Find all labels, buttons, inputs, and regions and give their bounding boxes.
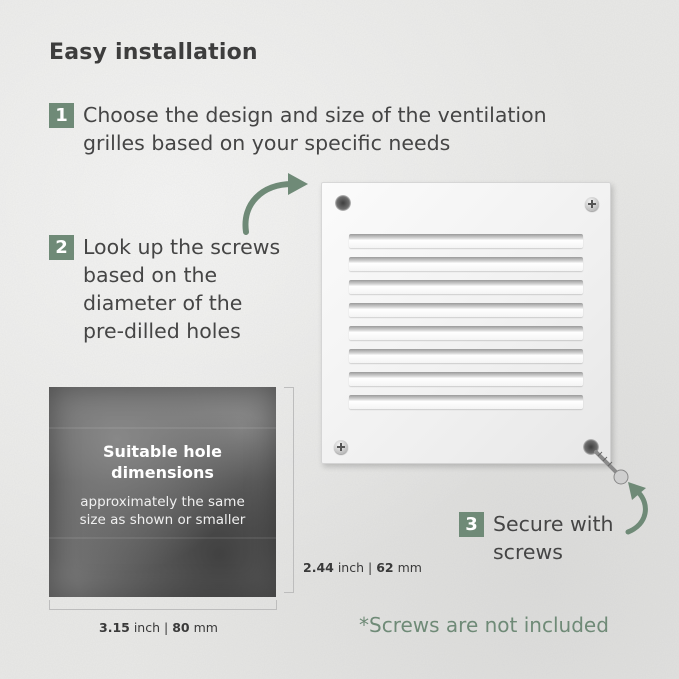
page-title: Easy installation: [49, 40, 258, 65]
step-line: pre-dilled holes: [83, 319, 241, 343]
louver: [349, 234, 583, 248]
louver: [349, 280, 583, 294]
curved-arrow-icon: [236, 170, 316, 240]
louver: [349, 257, 583, 271]
hole-panel-subtitle-line: size as shown or smaller: [79, 512, 246, 528]
width-dimension-label: [99, 620, 218, 635]
louver: [349, 349, 583, 363]
width-mm-value: 80: [172, 620, 190, 635]
height-mm-unit: mm: [397, 560, 422, 575]
height-mm-value: 62: [376, 560, 394, 575]
step-text: [83, 233, 280, 345]
step-3: [459, 510, 614, 566]
step-line: based on the: [83, 263, 218, 287]
dimension-tick: [284, 387, 294, 388]
width-inch-value: 3.15: [99, 620, 130, 635]
dimension-tick: [49, 600, 50, 610]
height-inch-value: 2.44: [303, 560, 334, 575]
height-dimension-label: [303, 560, 422, 575]
step-text: [83, 101, 547, 157]
footnote: *Screws are not included: [359, 613, 609, 637]
step-line: screws: [493, 540, 563, 564]
screw-icon: [585, 197, 599, 211]
step-line: Look up the screws: [83, 235, 281, 259]
curved-arrow-icon: [620, 478, 660, 536]
ventilation-grille-image: [321, 182, 611, 464]
step-number-badge: 1: [49, 103, 74, 128]
hole-panel-title: [49, 441, 276, 483]
dimension-tick: [276, 600, 277, 610]
louver: [349, 303, 583, 317]
height-dimension-line: [293, 387, 294, 592]
dimension-tick: [284, 592, 294, 593]
screw-icon: [334, 440, 348, 454]
hole-panel-title-line: Suitable hole: [103, 442, 222, 461]
step-number-badge: 3: [459, 512, 484, 537]
dimension-separator: |: [368, 560, 373, 575]
step-line: Choose the design and size of the ventilation: [83, 103, 547, 127]
step-line: Secure with: [493, 512, 614, 536]
hole-dimension-panel: [49, 387, 276, 597]
hole-panel-title-line: dimensions: [111, 463, 214, 482]
louver: [349, 372, 583, 386]
screw-hole-icon: [335, 195, 351, 211]
step-line: diameter of the: [83, 291, 243, 315]
width-mm-unit: mm: [193, 620, 218, 635]
width-inch-unit: inch: [133, 620, 161, 635]
grille-louvers: [349, 226, 583, 416]
hole-panel-subtitle: [49, 493, 276, 529]
width-dimension-line: [49, 609, 276, 610]
step-1: [49, 101, 547, 157]
height-inch-unit: inch: [337, 560, 365, 575]
dimension-separator: |: [164, 620, 169, 635]
step-line: grilles based on your specific needs: [83, 131, 451, 155]
hole-panel-subtitle-line: approximately the same: [80, 494, 245, 510]
louver: [349, 326, 583, 340]
step-number-badge: 2: [49, 235, 74, 260]
step-text: [493, 510, 614, 566]
step-2: [49, 233, 280, 345]
louver: [349, 395, 583, 409]
